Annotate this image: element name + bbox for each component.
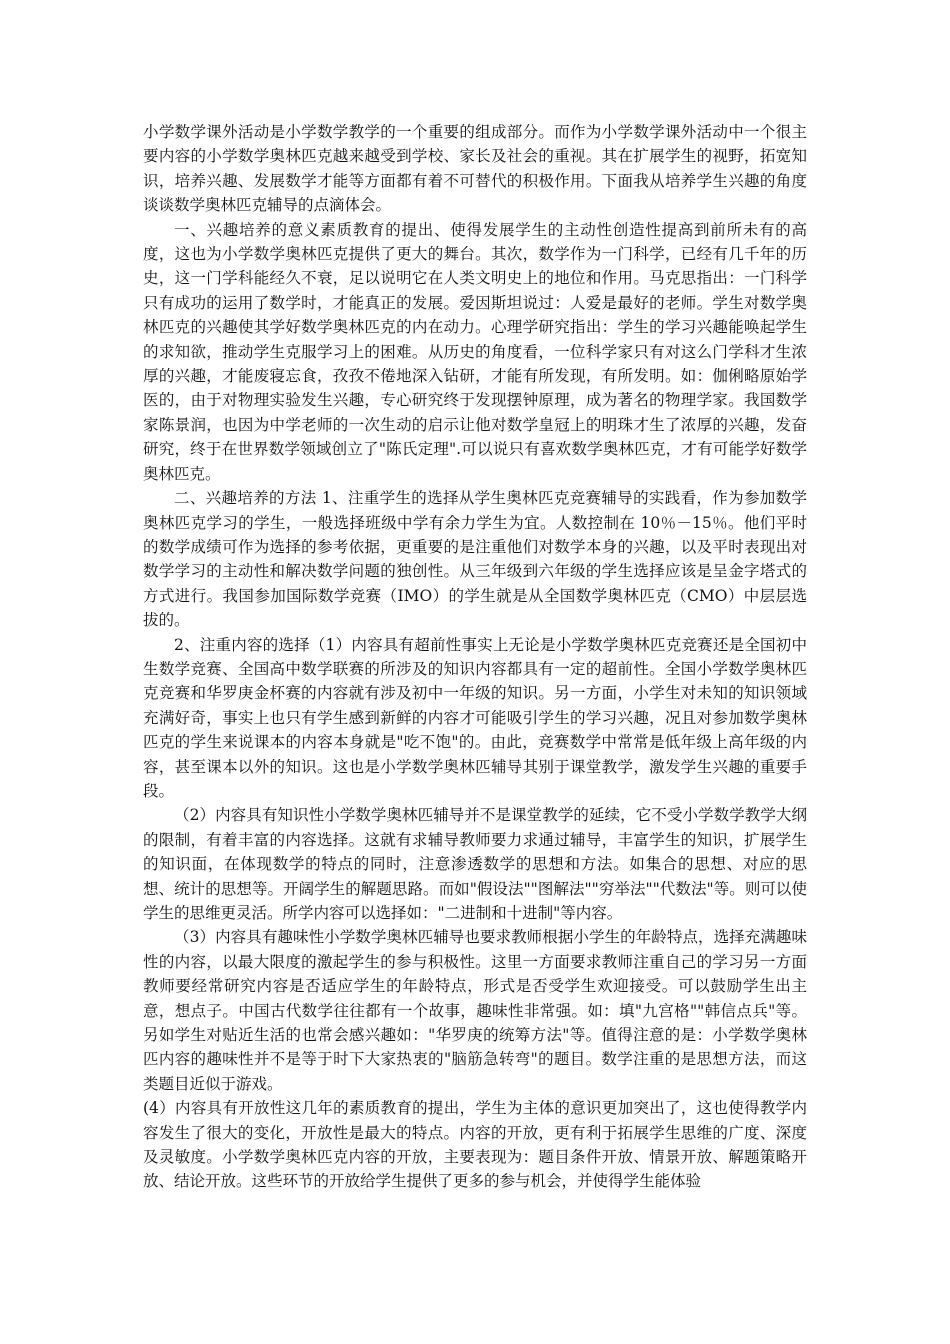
document-body <box>143 120 807 1194</box>
content-open-paragraph: (4）内容具有开放性这几年的素质教育的提出，学生为主体的意识更加突出了，这也使得教学内容发生了很大的变化，开放性是最大的特点。内容的开放，更有利于拓展学生思维的广度、深度及灵敏度。小学数学奥林匹克内容的开放，主要表现为：题目条件开放、情景开放、解题策略开放、结论开放。这些环节的开放给学生提供了更多的参与机会，并使得学生能体验 <box>143 1099 807 1191</box>
content-interest-paragraph: （3）内容具有趣味性小学数学奥林匹辅导也要求教师根据小学生的年龄特点，选择充满趣味性的内容，以最大限度的激起学生的参与积极性。这里一方面要求教师注重自己的学习另一方面教师要经常研究内容是否适应学生的年龄特点，形式是否受学生欢迎接受。可以鼓励学生出主意，想点子。中国古代数学往往都有一个故事，趣味性非常强。如：填"九宫格""韩信点兵"等。另如学生对贴近生活的也常会感兴趣如："华罗庚的统筹方法"等。值得注意的是：小学数学奥林匹内容的趣味性并不是等于时下大家热衷的"脑筋急转弯"的题目。数学注重的是思想方法，而这类题目近似于游戏。 <box>143 928 807 1093</box>
section-1-paragraph: 一、兴趣培养的意义素质教育的提出、使得发展学生的主动性创造性提高到前所未有的高度，这也为小学数学奥林匹克提供了更大的舞台。其次，数学作为一门科学，已经有几千年的历史，这一门学科能经久不衰，足以说明它在人类文明史上的地位和作用。马克思指出：一门科学只有成功的运用了数学时，才能真正的发展。爱因斯坦说过：人爱是最好的老师。学生对数学奥林匹克的兴趣使其学好数学奥林匹克的内在动力。心理学研究指出：学生的学习兴趣能唤起学生的求知欲，推动学生克服学习上的困难。从历史的角度看，一位科学家只有对这么门学科才生浓厚的兴趣，才能废寝忘食，孜孜不倦地深入钻研，才能有所发现，有所发明。如：伽俐略原始学医的，由于对物理实验发生兴趣，专心研究终于发现摆钟原理，成为著名的物理学家。我国数学家陈景润，也因为中学老师的一次生动的启示让他对数学皇冠上的明珠才生了浓厚的兴趣，发奋研究，终于在世界数学领域创立了"陈氏定理".可以说只有喜欢数学奥林匹克，才有可能学好数学奥林匹克。 <box>143 220 807 483</box>
intro-paragraph: 小学数学课外活动是小学数学教学的一个重要的组成部分。而作为小学数学课外活动中一个很主要内容的小学数学奥林匹克越来越受到学校、家长及社会的重视。其在扩展学生的视野，拓宽知识，培养兴趣、发展数学才能等方面都有着不可替代的积极作用。下面我从培养学生兴趣的角度谈谈数学奥林匹克辅导的点滴体会。 <box>143 123 807 215</box>
content-advanced-paragraph: 2、注重内容的选择（1）内容具有超前性事实上无论是小学数学奥林匹克竞赛还是全国初中生数学竞赛、全国高中数学联赛的所涉及的知识内容都具有一定的超前性。全国小学数学奥林匹克竞赛和华罗庚金杯赛的内容就有涉及初中一年级的知识。另一方面，小学生对未知的知识领域充满好奇，事实上也只有学生感到新鲜的内容才可能吸引学生的学习兴趣，况且对参加数学奥林匹克的学生来说课本的内容本身就是"吃不饱"的。由此，竞赛数学中常常是低年级上高年级的内容，甚至课本以外的知识。这也是小学数学奥林匹辅导其别于课堂教学，激发学生兴趣的重要手段。 <box>143 635 807 800</box>
section-2-paragraph: 二、兴趣培养的方法 1、注重学生的选择从学生奥林匹克竞赛辅导的实践看，作为参加数学奥林匹克学习的学生，一般选择班级中学有余力学生为宜。人数控制在 10％－15％。他们平时的数学成绩可作为选择的参考依据，更重要的是注重他们对数学本身的兴趣，以及平时表现出对数学学习的主动性和解决数学问题的独创性。从三年级到六年级的学生选择应该是呈金字塔式的方式进行。我国参加国际数学竞赛（IMO）的学生就是从全国数学奥林匹克（CMO）中层层选拔的。 <box>143 489 807 630</box>
content-knowledge-paragraph: （2）内容具有知识性小学数学奥林匹辅导并不是课堂教学的延续，它不受小学数学教学大纲的限制，有着丰富的内容选择。这就有求辅导教师要力求通过辅导，丰富学生的知识，扩展学生的知识面，在体现数学的特点的同时，注意渗透数学的思想和方法。如集合的思想、对应的思想、统计的思想等。开阔学生的解题思路。而如"假设法""图解法""穷举法""代数法"等。则可以使学生的思维更灵活。所学内容可以选择如："二进制和十进制"等内容。 <box>143 806 807 922</box>
